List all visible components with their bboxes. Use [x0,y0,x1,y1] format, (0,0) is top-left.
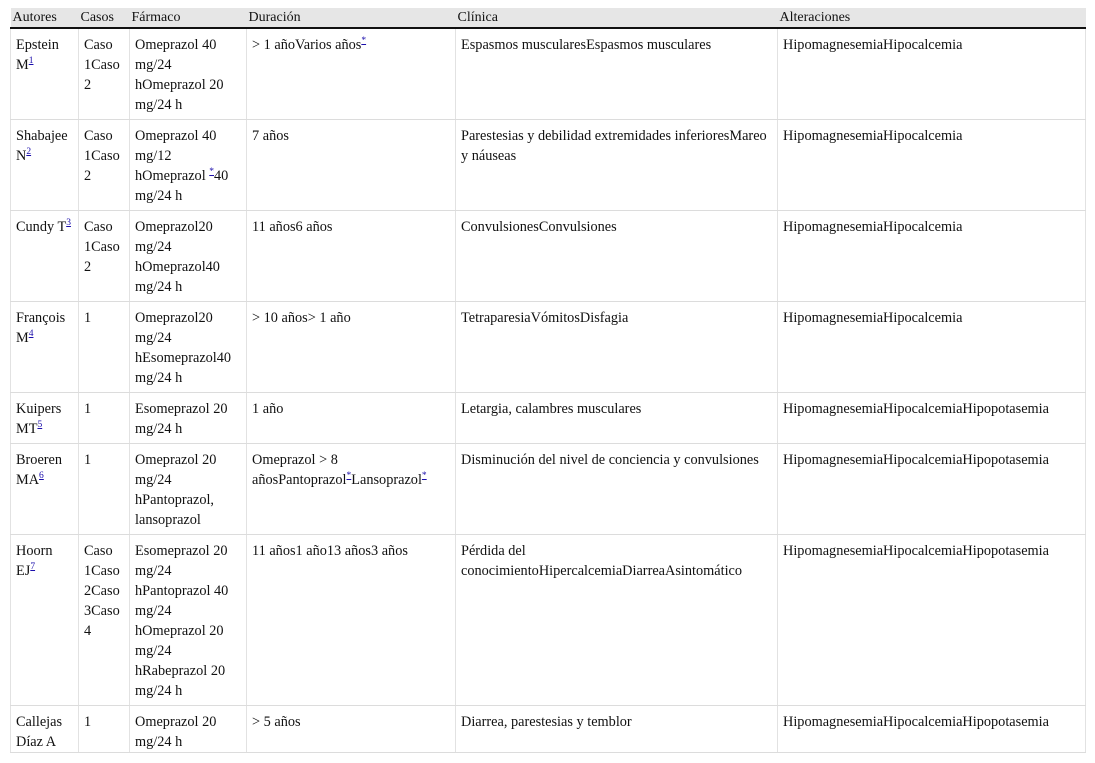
cell-farmaco: Omeprazol 20 mg/24 hPantoprazol, lansoprazol [130,443,247,534]
cell-clinica: Letargia, calambres musculares [456,392,778,443]
cell-duracion: 1 año [247,392,456,443]
table-row [11,392,1086,443]
duration-text: > 1 añoVarios años [252,37,362,53]
cell-alteraciones: HipomagnesemiaHipocalcemiaHipopotasemia [778,443,1086,534]
cell-clinica: ConvulsionesConvulsiones [456,210,778,301]
cell-duracion [247,28,456,119]
cell-alteraciones: HipomagnesemiaHipocalcemia [778,301,1086,392]
cell-duracion: 7 años [247,119,456,210]
cell-farmaco: Esomeprazol 20 mg/24 h [130,392,247,443]
table-row [11,210,1086,301]
cell-autor [11,705,79,752]
table-row [11,443,1086,534]
data-table [10,8,1086,753]
cell-farmaco [130,119,247,210]
cell-autor [11,301,79,392]
column-header-casos: Casos [79,8,130,28]
cell-farmaco: Omeprazol20 mg/24 hEsomeprazol40 mg/24 h [130,301,247,392]
reference-link[interactable]: 1 [28,56,34,67]
cell-casos: 1 [79,392,130,443]
cell-clinica: Diarrea, parestesias y temblor [456,705,778,752]
table-row [11,705,1086,752]
author-name: François M [16,309,66,346]
table-row [11,119,1086,210]
reference-link[interactable]: 3 [66,217,71,228]
column-header-duracion: Duración [247,8,456,28]
drug-text: Omeprazol 40 mg/12 hOmeprazol [135,127,217,184]
cell-alteraciones: HipomagnesemiaHipocalcemia [778,28,1086,119]
duration-text: Omeprazol > 8 añosPantoprazol [252,451,347,488]
cell-clinica: Pérdida del conocimientoHipercalcemiaDiarreaAsintomático [456,534,778,705]
column-header-farmaco: Fármaco [130,8,247,28]
cell-alteraciones: HipomagnesemiaHipocalcemia [778,119,1086,210]
cell-casos: Caso 1Caso 2Caso 3Caso 4 [79,534,130,705]
cell-casos: Caso 1Caso 2 [79,119,130,210]
footnote-link[interactable]: * [361,36,367,47]
cell-casos: Caso 1Caso 2 [79,28,130,119]
cell-farmaco: Esomeprazol 20 mg/24 hPantoprazol 40 mg/24 hOmeprazol 20 mg/24 hRabeprazol 20 mg/24 h [130,534,247,705]
table-row [11,534,1086,705]
cell-clinica: TetraparesiaVómitosDisfagia [456,301,778,392]
cell-farmaco: Omeprazol 20 mg/24 h [130,705,247,752]
author-name: Callejas Díaz A [16,713,63,750]
cell-autor [11,392,79,443]
cell-casos: 1 [79,301,130,392]
cell-casos: 1 [79,705,130,752]
cell-duracion: > 10 años> 1 año [247,301,456,392]
cell-farmaco: Omeprazol 40 mg/24 hOmeprazol 20 mg/24 h [130,28,247,119]
author-name: Broeren MA [16,451,63,488]
cell-clinica: Disminución del nivel de conciencia y convulsiones [456,443,778,534]
drug-text-tail: 40 mg/24 h [135,167,229,204]
cell-alteraciones: HipomagnesemiaHipocalcemiaHipopotasemia [778,392,1086,443]
reference-link[interactable]: 4 [28,328,34,339]
cell-duracion: > 5 años [247,705,456,752]
reference-link[interactable]: 2 [26,146,32,157]
cell-farmaco: Omeprazol20 mg/24 hOmeprazol40 mg/24 h [130,210,247,301]
cell-clinica: Parestesias y debilidad extremidades inferioresMareo y náuseas [456,119,778,210]
footnote-link[interactable]: * [209,166,214,177]
author-name: Shabajee N [16,127,68,164]
cell-casos: 1 [79,443,130,534]
cell-clinica: Espasmos muscularesEspasmos musculares [456,28,778,119]
reference-link[interactable]: 5 [37,419,43,430]
cell-alteraciones: HipomagnesemiaHipocalcemia [778,210,1086,301]
author-name: Hoorn EJ [16,542,53,579]
cell-alteraciones: HipomagnesemiaHipocalcemiaHipopotasemia [778,534,1086,705]
cell-autor [11,28,79,119]
cell-duracion: 11 años1 año13 años3 años [247,534,456,705]
author-name: Kuipers MT [16,400,62,437]
table-header-row [11,8,1086,28]
footnote-link[interactable]: * [346,470,352,481]
cell-autor [11,210,79,301]
author-name: Epstein M [16,37,59,73]
cell-duracion [247,443,456,534]
author-name: Cundy T [16,218,67,235]
cell-autor [11,443,79,534]
reference-link[interactable]: 6 [39,470,44,481]
cell-casos: Caso 1Caso 2 [79,210,130,301]
cell-autor [11,119,79,210]
column-header-clinica: Clínica [456,8,778,28]
duration-text-mid: Lansoprazol [351,471,422,488]
reference-link[interactable]: 7 [30,561,36,572]
cell-alteraciones: HipomagnesemiaHipocalcemiaHipopotasemia [778,705,1086,752]
cell-autor [11,534,79,705]
footnote-link[interactable]: * [421,470,427,481]
table-row [11,301,1086,392]
cell-duracion: 11 años6 años [247,210,456,301]
table-container [10,8,1085,753]
table-row [11,28,1086,119]
column-header-alteraciones: Alteraciones [778,8,1086,28]
column-header-autores: Autores [11,8,79,28]
